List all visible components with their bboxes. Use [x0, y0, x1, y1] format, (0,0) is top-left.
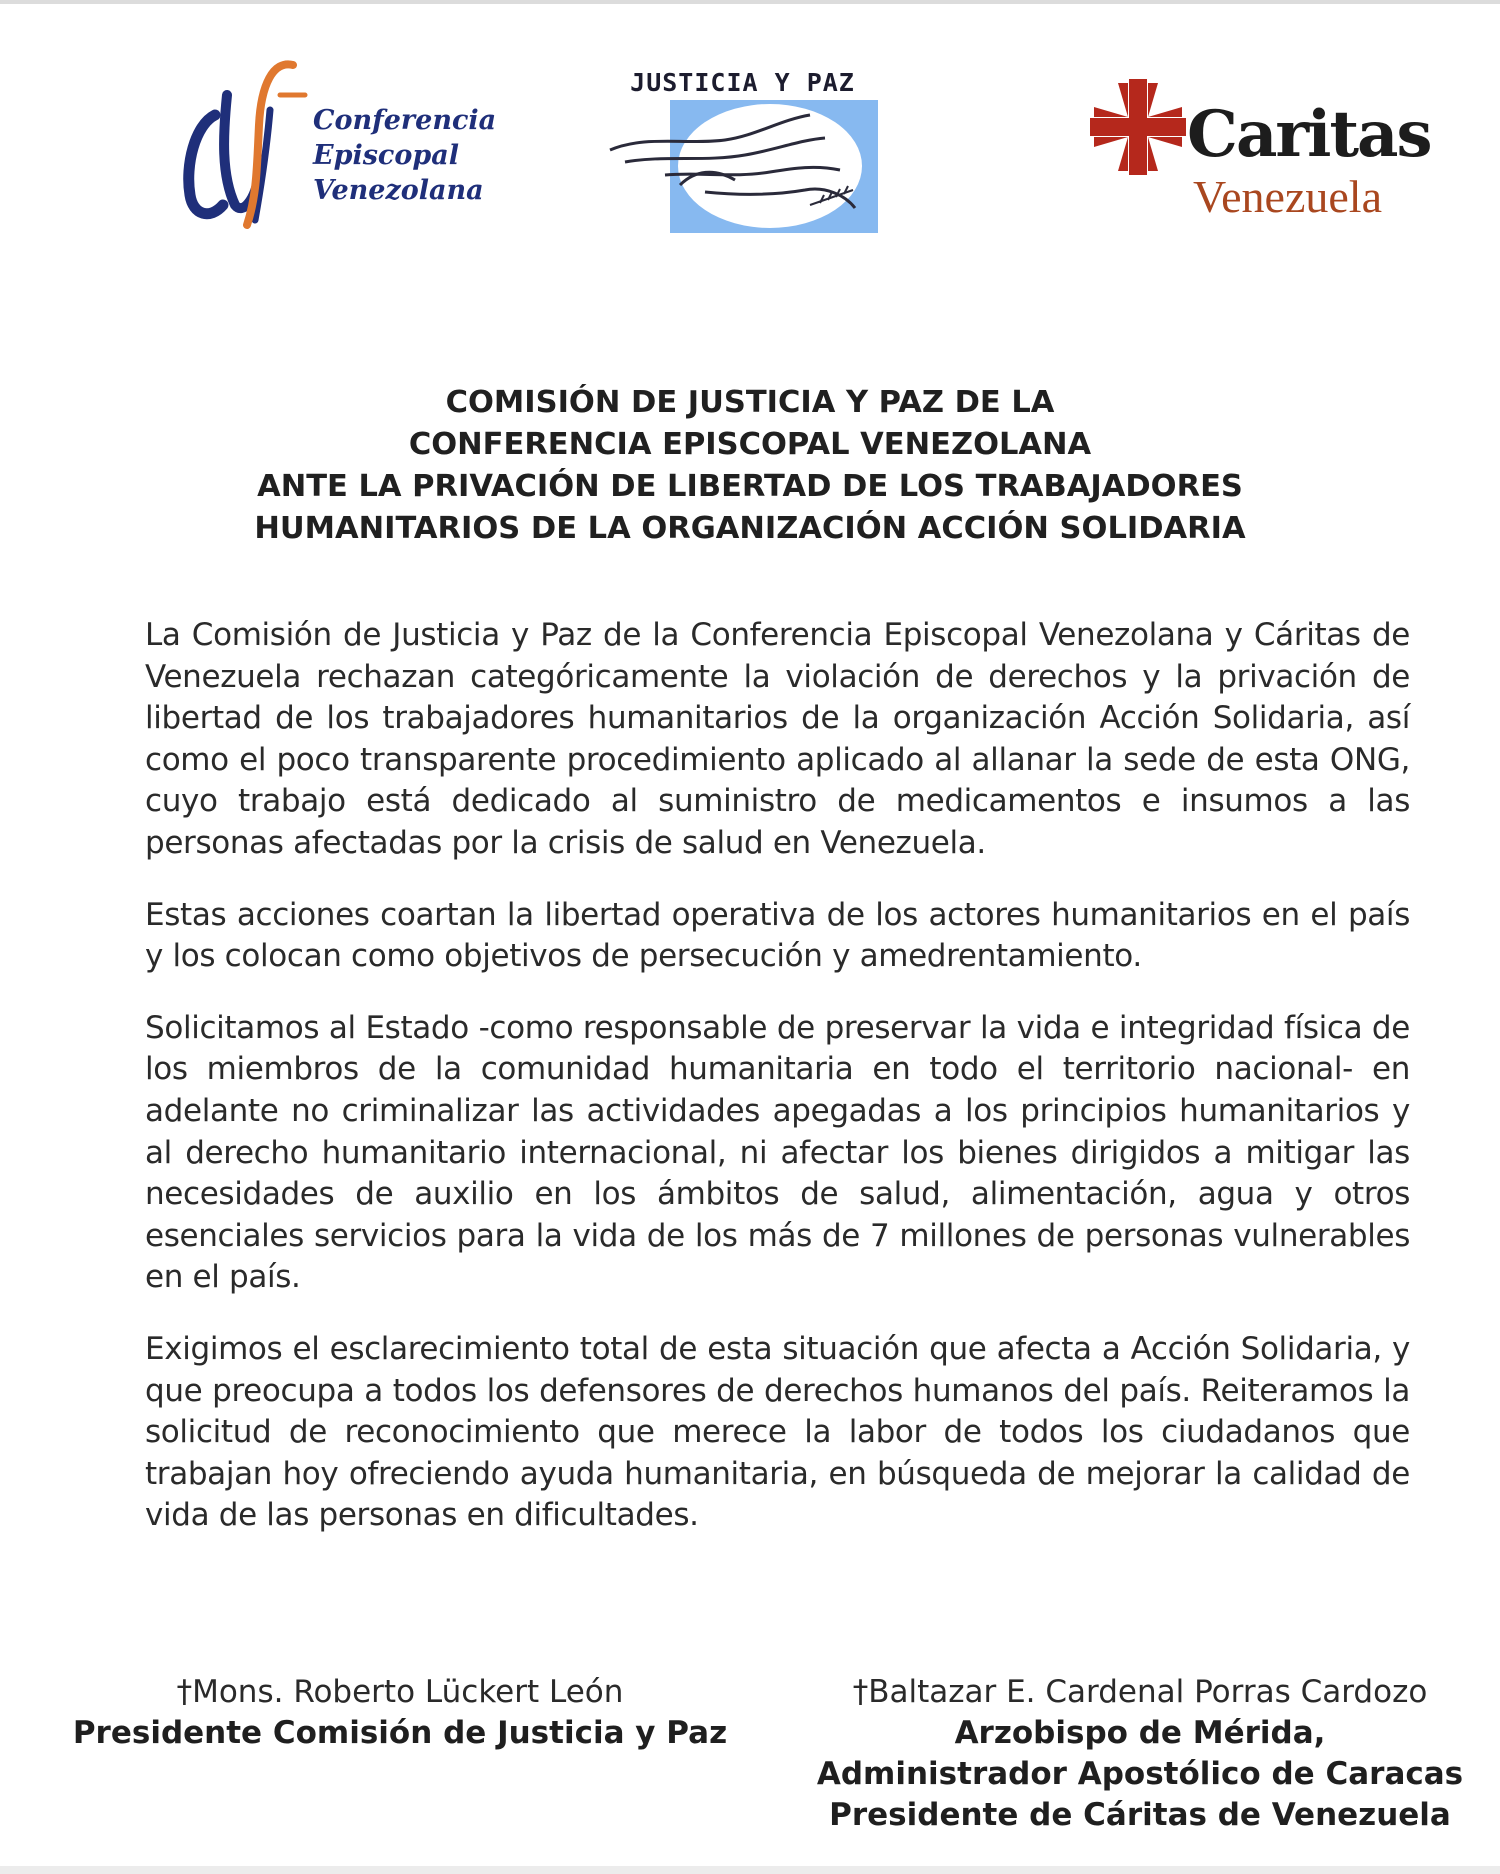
dove-icon: [605, 100, 880, 235]
document-title: [130, 382, 1370, 550]
caritas-wordmark: Caritas: [1187, 97, 1431, 172]
bottom-border: [0, 1866, 1500, 1874]
paragraph-2: Estas acciones coartan la libertad operativa de los actores humanitarios en el país y los colocan como objetivos de persecución y amedrentamiento.: [145, 896, 1410, 975]
cev-line-1: Conferencia: [313, 105, 497, 136]
justicia-y-paz-title: JUSTICIA Y PAZ: [630, 68, 855, 97]
signer-name: †Baltazar E. Cardenal Porras Cardozo: [852, 1674, 1428, 1710]
paragraph-4: Exigimos el esclarecimiento total de esta situación que afecta a Acción Solidaria, y que preocupa a todos los defensores de derechos humanos del país. Reiteramos la solicitud de reconocimiento que merece la labor de todos los ciudadanos que trabajan hoy ofreciendo ayuda humanitaria, en búsqueda de mejorar la calidad de vida de las personas en dificultades.: [145, 1330, 1410, 1534]
title-line-4: HUMANITARIOS DE LA ORGANIZACIÓN ACCIÓN SOLIDARIA: [254, 511, 1246, 546]
paragraph-3: Solicitamos al Estado -como responsable de preservar la vida e integridad física de los miembros de la comunidad humanitaria en todo el territorio nacional- en adelante no criminalizar las actividades apegadas a los principios humanitarios y al derecho humanitario internacional, ni afectar los bienes dirigidos a mitigar las necesidades de auxilio en los ámbitos de salud, alimentación, agua y otros esenciales servicios para la vida de los más de 7 millones de personas vulnerables en el país.: [145, 1009, 1410, 1296]
signer-name: †Mons. Roberto Lückert León: [176, 1674, 624, 1710]
caritas-country: Venezuela: [1193, 171, 1382, 222]
cev-logo: [175, 55, 505, 230]
signer-role: Arzobispo de Mérida,: [954, 1715, 1326, 1751]
paragraph-1: La Comisión de Justicia y Paz de la Conferencia Episcopal Venezolana y Cáritas de Venezuela rechazan categóricamente la violación de derechos y la privación de libertad de los trabajadores humanitarios de la organización Acción Solidaria, así como el poco transparente procedimiento aplicado al allanar la sede de esta ONG, cuyo trabajo está dedicado al suministro de medicamentos e insumos a las personas afectadas por la crisis de salud en Venezuela.: [145, 617, 1410, 861]
top-border: [0, 0, 1500, 4]
justicia-y-paz-logo: [605, 68, 880, 238]
signer-role: Presidente de Cáritas de Venezuela: [829, 1797, 1451, 1833]
signer-role: Administrador Apostólico de Caracas: [816, 1756, 1464, 1792]
cev-line-2: Episcopal: [313, 140, 459, 171]
title-line-1: COMISIÓN DE JUSTICIA Y PAZ DE LA: [445, 385, 1055, 420]
title-line-3: ANTE LA PRIVACIÓN DE LIBERTAD DE LOS TRABAJADORES: [257, 469, 1243, 504]
statement-body: [145, 615, 1410, 1567]
signer-role: Presidente Comisión de Justicia y Paz: [72, 1715, 728, 1751]
cev-monogram-icon: [175, 55, 315, 230]
title-line-2: CONFERENCIA EPISCOPAL VENEZOLANA: [408, 427, 1092, 462]
cev-wordmark: [313, 103, 496, 208]
caritas-logo: [1083, 75, 1431, 225]
signature-right: [800, 1672, 1480, 1836]
signature-left: [40, 1672, 760, 1754]
cev-line-3: Venezolana: [313, 175, 484, 206]
caritas-cross-icon: [1088, 77, 1188, 177]
